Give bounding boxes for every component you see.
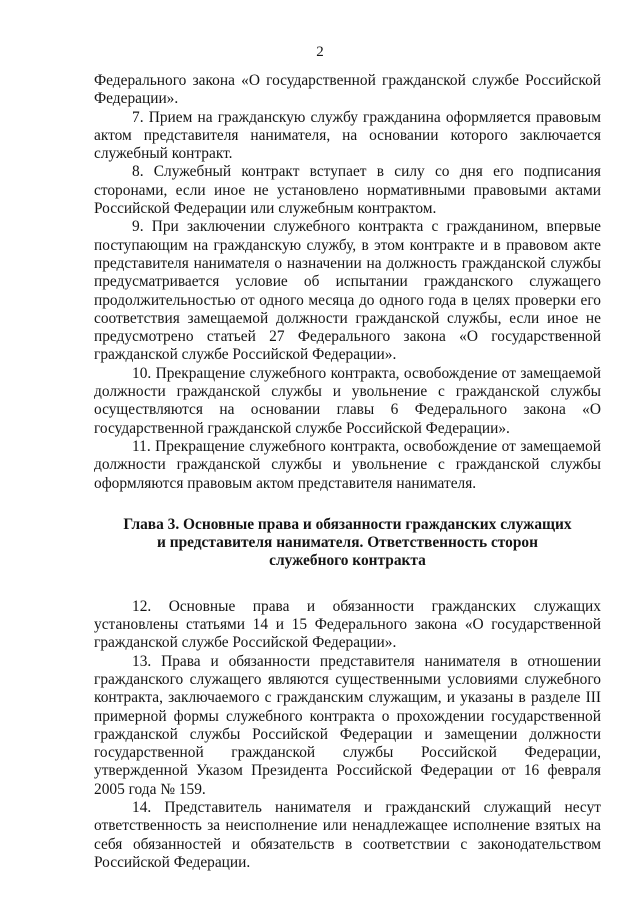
paragraph: 10. Прекращение служебного контракта, освобождение от замещаемой должности гражданской службы и увольнение с гражданской службы осуществляются на основании главы 6 Федерального закона «О государственной гражданской службе Российской Федерации». bbox=[94, 364, 601, 437]
document-body bbox=[94, 72, 601, 872]
page-number: 2 bbox=[316, 44, 324, 60]
paragraph: 12. Основные права и обязанности гражданских служащих установлены статьями 14 и 15 Федерального закона «О государственной гражданской службе Российской Федерации». bbox=[94, 597, 601, 652]
paragraph: 13. Права и обязанности представителя нанимателя в отношении гражданского служащего являются существенными условиями служебного контракта, заключаемого с гражданским служащим, и указаны в разделе III примерной формы служебного контракта о прохождении государственной гражданской службы Российской Федерации и замещении должности государственной гражданской службы Российской Федерации, утвержденной Указом Президента Российской Федерации от 16 февраля 2005 года № 159. bbox=[94, 652, 601, 798]
chapter-heading-line: и представителя нанимателя. Ответственность сторон bbox=[156, 534, 538, 552]
paragraph: 11. Прекращение служебного контракта, освобождение от замещаемой должности гражданской службы и увольнение с гражданской службы оформляются правовым актом представителя нанимателя. bbox=[94, 437, 601, 492]
paragraph: 8. Служебный контракт вступает в силу со дня его подписания сторонами, если иное не установлено нормативными правовыми актами Российской Федерации или служебным контрактом. bbox=[94, 163, 601, 218]
paragraph: 9. При заключении служебного контракта с гражданином, впервые поступающим на гражданскую службу, в этом контракте и в правовом акте представителя нанимателя о назначении на должность гражданской службы предусматривается условие об испытании гражданского служащего продолжительностью от одного месяца до одного года в целях проверки его соответствия замещаемой должности гражданской службы, если иное не предусмотрено статьей 27 Федерального закона «О государственной гражданской службе Российской Федерации». bbox=[94, 218, 601, 364]
paragraph: Федерального закона «О государственной гражданской службе Российской Федерации». bbox=[94, 72, 601, 108]
chapter-heading-line: Глава 3. Основные права и обязанности гражданских служащих bbox=[123, 515, 572, 533]
chapter-heading bbox=[94, 516, 601, 571]
paragraphs-before-heading bbox=[94, 72, 601, 493]
paragraphs-after-heading bbox=[94, 598, 601, 872]
chapter-heading-line: служебного контракта bbox=[269, 552, 426, 570]
paragraph: 7. Прием на гражданскую службу гражданина оформляется правовым актом представителя нанимателя, на основании которого заключается служебный контракт. bbox=[94, 108, 601, 163]
paragraph: 14. Представитель нанимателя и гражданский служащий несут ответственность за неисполнение или ненадлежащее исполнение взятых на себя обязанностей и обязательств в соответствии с законодательством Российской Федерации. bbox=[94, 798, 601, 871]
